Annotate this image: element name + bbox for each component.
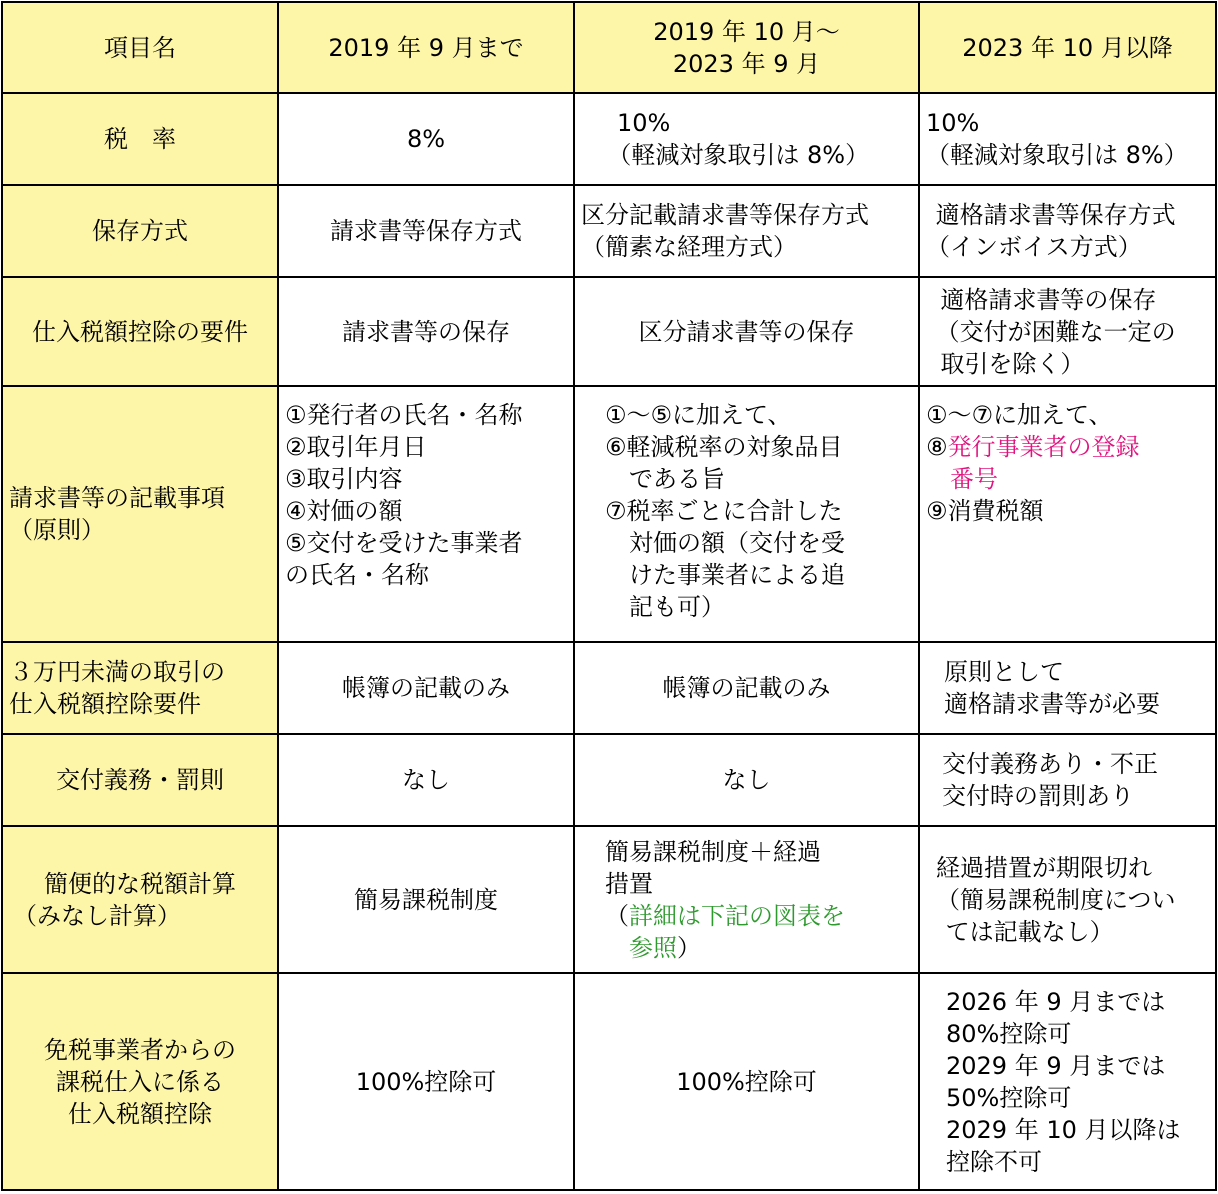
tax-comparison-table xyxy=(1,1,1217,1191)
cell-exempt-c1: 100%控除可 xyxy=(278,973,574,1190)
header-row xyxy=(2,2,1216,93)
cell-tax-rate-c1: 8% xyxy=(278,93,574,185)
cell-simplified-c2: 簡易課税制度＋経過 措置 （詳細は下記の図表を 参照） xyxy=(574,826,919,973)
cell-under30k-c1: 帳簿の記載のみ xyxy=(278,642,574,734)
header-2019-10-to-2023-09: 2019 年 10 月～ 2023 年 9 月 xyxy=(574,2,919,93)
cell-tax-rate-c3: 10% （軽減対象取引は 8%） xyxy=(919,93,1216,185)
header-from-2023-10: 2023 年 10 月以降 xyxy=(919,2,1216,93)
table-row-exempt xyxy=(2,973,1216,1190)
header-until-2019-09: 2019 年 9 月まで xyxy=(278,2,574,93)
row-label-deduction-req: 仕入税額控除の要件 xyxy=(2,277,278,386)
cell-deduction-req-c2: 区分請求書等の保存 xyxy=(574,277,919,386)
cell-exempt-c2: 100%控除可 xyxy=(574,973,919,1190)
registration-number-highlight: 発行事業者の登録 xyxy=(947,433,1140,461)
cell-items-c1: ①発行者の氏名・名称 ②取引年月日 ③取引内容 ④対価の額 ⑤交付を受けた事業者 の氏名・名称 xyxy=(278,386,574,642)
cell-simplified-c1: 簡易課税制度 xyxy=(278,826,574,973)
row-label-under30k: ３万円未満の取引の 仕入税額控除要件 xyxy=(2,642,278,734)
see-chart-note: 詳細は下記の図表を xyxy=(629,901,845,930)
cell-simplified-c3: 経過措置が期限切れ （簡易課税制度につい ては記載なし） xyxy=(919,826,1216,973)
cell-items-c3: ①～⑦に加えて、 ⑧発行事業者の登録 番号 ⑨消費税額 xyxy=(919,386,1216,642)
table-row-deduction-req xyxy=(2,277,1216,386)
cell-obligation-c1: なし xyxy=(278,734,574,826)
cell-storage-c2: 区分記載請求書等保存方式 （簡素な経理方式） xyxy=(574,185,919,277)
table-row-under30k xyxy=(2,642,1216,734)
table-row-items xyxy=(2,386,1216,642)
row-label-tax-rate: 税 率 xyxy=(2,93,278,185)
table-row-tax-rate xyxy=(2,93,1216,185)
table-row-obligation xyxy=(2,734,1216,826)
table-row-storage xyxy=(2,185,1216,277)
cell-items-c2: ①～⑤に加えて、 ⑥軽減税率の対象品目 である旨 ⑦税率ごとに合計した 対価の額（交付を受 けた事業者による追 記も可） xyxy=(574,386,919,642)
header-item-name: 項目名 xyxy=(2,2,278,93)
cell-tax-rate-c2: 10% （軽減対象取引は 8%） xyxy=(574,93,919,185)
cell-deduction-req-c1: 請求書等の保存 xyxy=(278,277,574,386)
cell-obligation-c2: なし xyxy=(574,734,919,826)
row-label-obligation: 交付義務・罰則 xyxy=(2,734,278,826)
row-label-storage: 保存方式 xyxy=(2,185,278,277)
cell-storage-c1: 請求書等保存方式 xyxy=(278,185,574,277)
cell-under30k-c2: 帳簿の記載のみ xyxy=(574,642,919,734)
table-row-simplified xyxy=(2,826,1216,973)
cell-deduction-req-c3: 適格請求書等の保存 （交付が困難な一定の 取引を除く） xyxy=(919,277,1216,386)
row-label-simplified: 簡便的な税額計算 （みなし計算） xyxy=(2,826,278,973)
row-label-items: 請求書等の記載事項 （原則） xyxy=(2,386,278,642)
cell-obligation-c3: 交付義務あり・不正 交付時の罰則あり xyxy=(919,734,1216,826)
cell-storage-c3: 適格請求書等保存方式 （インボイス方式） xyxy=(919,185,1216,277)
row-label-exempt: 免税事業者からの 課税仕入に係る 仕入税額控除 xyxy=(2,973,278,1190)
cell-exempt-c3: 2026 年 9 月までは 80%控除可 2029 年 9 月までは 50%控除可 2029 年 10 月以降は 控除不可 xyxy=(919,973,1216,1190)
cell-under30k-c3: 原則として 適格請求書等が必要 xyxy=(919,642,1216,734)
